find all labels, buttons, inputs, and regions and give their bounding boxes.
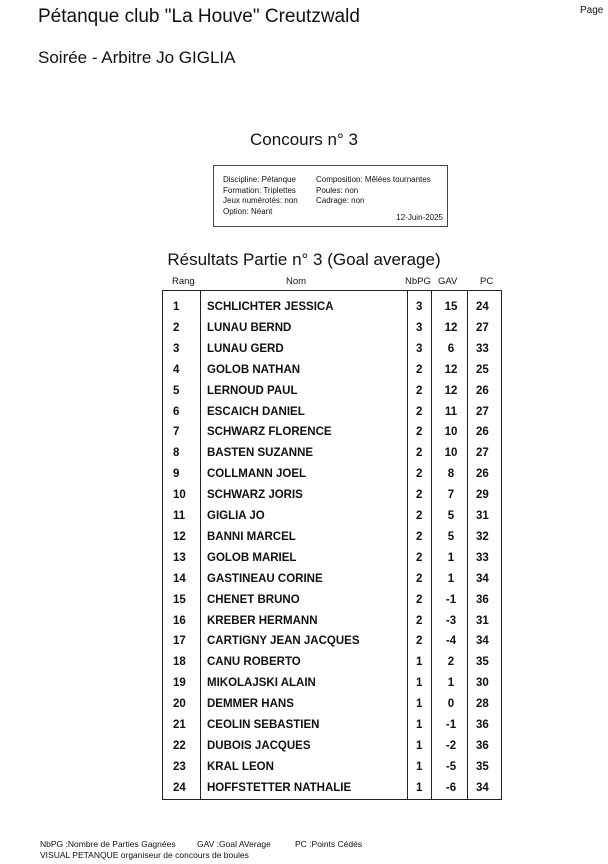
cell-nbpg: 2 (416, 447, 423, 460)
cell-nbpg: 1 (416, 781, 423, 794)
table-row (163, 359, 501, 380)
cell-nbpg: 1 (416, 677, 423, 690)
header-gav: GAV (438, 276, 458, 287)
info-poules: Poules: non (316, 185, 359, 195)
cell-pc: 36 (476, 739, 489, 752)
cell-pc: 34 (476, 635, 489, 648)
cell-rang: 16 (173, 614, 186, 627)
info-composition: Composition: Mêlées tournantes (316, 175, 431, 184)
cell-gav: 6 (447, 342, 455, 355)
info-discipline: Discipline: Pétanque (223, 175, 296, 184)
cell-nom: SCHWARZ JORIS (207, 489, 303, 502)
cell-nom: ESCAICH DANIEL (207, 405, 305, 418)
cell-gav: 7 (447, 489, 455, 502)
cell-gav: 11 (444, 405, 458, 418)
cell-pc: 35 (476, 656, 489, 669)
cell-nbpg: 1 (416, 698, 423, 711)
cell-pc: 27 (476, 405, 489, 418)
info-cadrage: Cadrage: non (316, 196, 365, 205)
cell-rang: 20 (173, 698, 186, 711)
cell-pc: 28 (476, 698, 489, 711)
concours-title: Concours n° 3 (250, 130, 358, 149)
cell-gav: 1 (447, 551, 455, 564)
cell-nom: GASTINEAU CORINE (207, 572, 323, 585)
cell-nom: GIGLIA JO (207, 510, 265, 522)
cell-rang: 8 (173, 447, 180, 460)
cell-nom: COLLMANN JOEL (207, 468, 307, 481)
cell-gav: 12 (444, 363, 458, 376)
cell-pc: 36 (476, 593, 489, 606)
cell-rang: 12 (173, 530, 186, 543)
cell-nbpg: 3 (416, 321, 423, 334)
cell-rang: 23 (173, 760, 186, 773)
cell-nom: LUNAU GERD (207, 342, 284, 355)
page-label: Page (580, 5, 604, 16)
cell-nom: SCHLICHTER JESSICA (207, 301, 334, 313)
cell-pc: 33 (476, 342, 489, 355)
cell-pc: 27 (476, 321, 489, 334)
concours-info-box (213, 165, 448, 227)
table-row (163, 401, 501, 422)
cell-nom: KRAL LEON (207, 760, 274, 773)
cell-rang: 18 (173, 656, 186, 669)
cell-nbpg: 1 (416, 760, 423, 773)
table-row (163, 735, 501, 756)
table-row (163, 693, 501, 714)
cell-pc: 36 (476, 719, 489, 731)
cell-gav: 15 (444, 301, 458, 313)
cell-gav: 1 (447, 572, 455, 585)
legend-gav: GAV :Goal AVerage (197, 839, 271, 849)
cell-pc: 34 (476, 572, 489, 585)
cell-pc: 26 (476, 468, 489, 481)
cell-rang: 9 (173, 468, 180, 481)
table-row (163, 547, 501, 568)
cell-nbpg: 2 (416, 489, 423, 502)
cell-nbpg: 2 (416, 468, 423, 481)
cell-gav: 5 (447, 510, 455, 522)
cell-rang: 4 (173, 363, 180, 376)
cell-nbpg: 2 (416, 551, 423, 564)
table-row (163, 526, 501, 547)
cell-nbpg: 2 (416, 405, 423, 418)
cell-gav: 0 (447, 698, 455, 711)
cell-nbpg: 2 (416, 593, 423, 606)
table-row (163, 442, 501, 463)
cell-gav: -4 (445, 635, 457, 648)
cell-pc: 31 (476, 510, 489, 522)
info-left (223, 175, 298, 217)
cell-rang: 15 (173, 593, 186, 606)
cell-gav: 5 (447, 530, 455, 543)
cell-rang: 17 (173, 635, 186, 648)
cell-rang: 13 (173, 551, 186, 564)
cell-rang: 14 (173, 572, 186, 585)
legend-pc: PC :Points Cédés (295, 839, 363, 849)
cell-pc: 30 (476, 677, 489, 690)
cell-gav: 1 (447, 677, 455, 690)
cell-pc: 26 (476, 384, 489, 397)
cell-nbpg: 2 (416, 426, 423, 439)
cell-nbpg: 2 (416, 384, 423, 397)
table-row (163, 714, 501, 735)
table-row (163, 756, 501, 777)
cell-nbpg: 1 (416, 719, 423, 731)
cell-gav: 12 (444, 321, 458, 334)
table-row (163, 589, 501, 610)
cell-rang: 2 (173, 321, 180, 334)
cell-rang: 6 (173, 405, 180, 418)
club-title: Pétanque club "La Houve" Creutzwald (38, 6, 360, 27)
results-table (162, 290, 502, 800)
cell-pc: 34 (476, 781, 489, 794)
cell-nom: CHENET BRUNO (207, 593, 300, 606)
cell-rang: 22 (173, 739, 186, 752)
cell-nom: DUBOIS JACQUES (207, 739, 311, 752)
table-row (163, 380, 501, 401)
cell-nom: DEMMER HANS (207, 698, 294, 711)
cell-nom: GOLOB NATHAN (207, 363, 301, 376)
cell-rang: 21 (173, 719, 186, 731)
header-nbpg: NbPG (405, 276, 431, 287)
cell-gav: 10 (444, 447, 458, 460)
table-row (163, 505, 501, 526)
cell-gav: 10 (444, 426, 458, 439)
table-row (163, 484, 501, 505)
table-row (163, 651, 501, 672)
cell-gav: -1 (445, 719, 457, 731)
cell-gav: -1 (445, 593, 457, 606)
header-pc: PC (480, 276, 494, 287)
table-header (162, 276, 502, 290)
cell-rang: 24 (173, 781, 186, 794)
cell-nbpg: 1 (416, 656, 423, 669)
cell-nbpg: 1 (416, 739, 423, 752)
cell-nom: CANU ROBERTO (207, 656, 301, 669)
cell-nom: KREBER HERMANN (207, 614, 318, 627)
table-row (163, 568, 501, 589)
info-right (316, 175, 431, 207)
legend-nbpg: NbPG :Nombre de Parties Gagnées (40, 839, 176, 849)
cell-nbpg: 3 (416, 342, 423, 355)
results-title: Résultats Partie n° 3 (Goal average) (167, 250, 441, 269)
cell-pc: 29 (476, 489, 489, 502)
cell-rang: 10 (173, 489, 186, 502)
legend (40, 839, 363, 861)
table-row (163, 421, 501, 442)
cell-pc: 32 (476, 530, 489, 543)
cell-nbpg: 2 (416, 572, 423, 585)
cell-rang: 5 (173, 384, 180, 397)
cell-nbpg: 3 (416, 301, 423, 313)
table-row (163, 610, 501, 631)
cell-nom: CARTIGNY JEAN JACQUES (207, 635, 360, 648)
legend-software: VISUAL PETANQUE organiseur de concours de boules (40, 850, 249, 860)
table-row (163, 630, 501, 651)
concours-date: 12-Juin-2025 (396, 212, 443, 222)
cell-nom: BASTEN SUZANNE (207, 447, 314, 460)
cell-nom: LUNAU BERND (207, 321, 292, 334)
cell-nom: MIKOLAJSKI ALAIN (207, 677, 316, 690)
info-jeux: Jeux numérotés: non (223, 196, 298, 205)
cell-nom: CEOLIN SEBASTIEN (207, 719, 320, 731)
cell-gav: 8 (447, 468, 455, 481)
table-row (163, 317, 501, 338)
header-rang: Rang (172, 276, 195, 287)
cell-rang: 7 (173, 426, 180, 439)
cell-nom: LERNOUD PAUL (207, 384, 298, 397)
cell-pc: 35 (476, 760, 489, 773)
cell-nom: SCHWARZ FLORENCE (207, 426, 332, 439)
cell-pc: 26 (476, 426, 489, 439)
cell-rang: 19 (173, 677, 186, 690)
header-nom: Nom (286, 276, 307, 287)
cell-gav: -3 (445, 614, 457, 627)
cell-gav: -6 (445, 781, 457, 794)
cell-nom: GOLOB MARIEL (207, 551, 297, 564)
soiree-subtitle: Soirée - Arbitre Jo GIGLIA (38, 48, 236, 67)
cell-pc: 31 (476, 614, 489, 627)
cell-nom: HOFFSTETTER NATHALIE (207, 781, 352, 794)
cell-nbpg: 2 (416, 363, 423, 376)
cell-nbpg: 2 (416, 510, 423, 522)
cell-nom: BANNI MARCEL (207, 530, 296, 543)
cell-rang: 1 (173, 301, 180, 313)
table-row (163, 338, 501, 359)
cell-pc: 24 (476, 301, 489, 313)
cell-pc: 25 (476, 363, 489, 376)
cell-gav: 2 (447, 656, 455, 669)
table-row (163, 296, 501, 317)
table-row (163, 463, 501, 484)
info-formation: Formation: Triplettes (223, 185, 296, 195)
cell-gav: -2 (445, 739, 457, 752)
info-option: Option: Néant (223, 206, 273, 216)
cell-rang: 3 (173, 342, 180, 355)
cell-rang: 11 (173, 510, 186, 522)
cell-nbpg: 2 (416, 530, 423, 543)
cell-pc: 27 (476, 447, 489, 460)
table-row (163, 672, 501, 693)
cell-gav: -5 (445, 760, 457, 773)
cell-nbpg: 2 (416, 635, 423, 648)
cell-pc: 33 (476, 551, 489, 564)
table-row (163, 777, 501, 798)
cell-gav: 12 (444, 384, 458, 397)
cell-nbpg: 2 (416, 614, 423, 627)
